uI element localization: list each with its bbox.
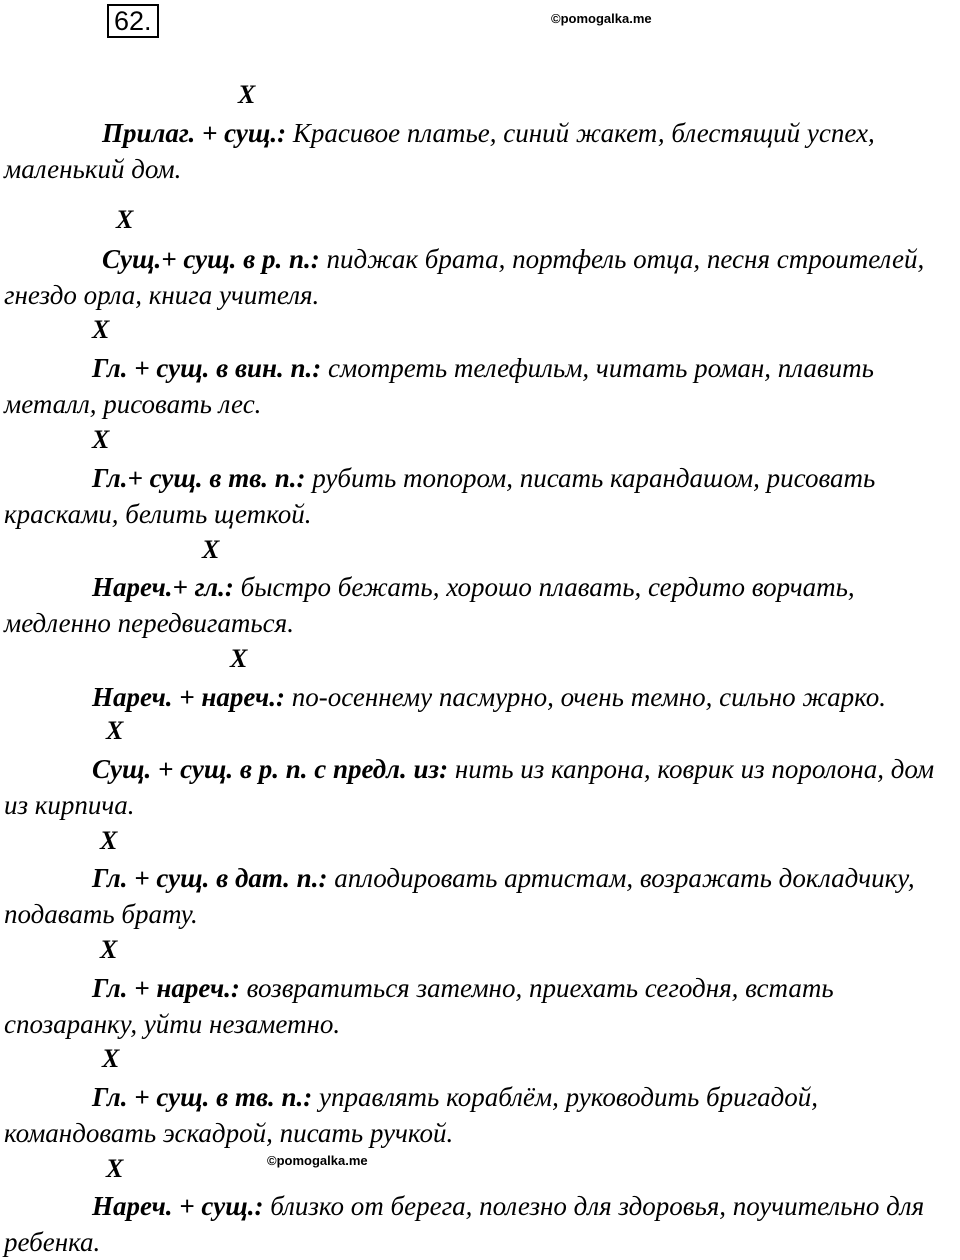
entry-text: по-осеннему пасмурно, очень темно, сильно жарко. — [284, 682, 886, 712]
entry-label: Сущ. + сущ. в р. п. с предл. из: — [92, 754, 449, 784]
dependency-marker: X — [106, 716, 124, 745]
entry-label: Нареч. + сущ.: — [92, 1191, 264, 1221]
dependency-marker: X — [100, 935, 118, 964]
entry-label: Нареч. + нареч.: — [92, 682, 285, 712]
entry-text: возвратиться затемно, приехать сегодня, встать спозаранку, уйти незаметно. — [4, 973, 834, 1039]
entry-label: Гл. + сущ. в дат. п.: — [92, 863, 328, 893]
phrase-entry-11 — [4, 1188, 959, 1260]
entry-label: Сущ.+ сущ. в р. п.: — [102, 244, 320, 274]
dependency-marker: X — [92, 315, 110, 344]
entry-label: Гл. + сущ. в тв. п.: — [92, 1082, 313, 1112]
entry-text: смотреть телефильм, читать роман, плавить металл, рисовать лес. — [4, 353, 874, 419]
phrase-entry-3 — [4, 350, 959, 422]
entry-text: управлять кораблём, руководить бригадой, командовать эскадрой, писать ручкой. — [4, 1082, 819, 1148]
entry-label: Гл. + нареч.: — [92, 973, 240, 1003]
entry-text: рубить топором, писать карандашом, рисовать красками, белить щеткой. — [4, 463, 876, 529]
phrase-entry-4 — [4, 460, 959, 532]
dependency-marker: X — [230, 644, 248, 673]
phrase-entry-2 — [4, 241, 959, 313]
entry-text: близко от берега, полезно для здоровья, поучительно для ребенка. — [4, 1191, 925, 1257]
entry-label: Нареч.+ гл.: — [92, 572, 234, 602]
phrase-entry-6 — [4, 679, 959, 715]
dependency-marker: X — [106, 1154, 124, 1183]
phrase-entry-10 — [4, 1079, 959, 1151]
phrase-entry-1 — [4, 115, 959, 187]
dependency-marker: X — [238, 80, 256, 109]
entry-text: нить из капрона, коврик из поролона, дом из кирпича. — [4, 754, 935, 820]
phrase-entry-9 — [4, 970, 959, 1042]
dependency-marker: X — [202, 535, 220, 564]
phrase-entry-8 — [4, 860, 959, 932]
entry-label: Гл. + сущ. в вин. п.: — [92, 353, 322, 383]
dependency-marker: X — [116, 205, 134, 234]
phrase-entry-7 — [4, 751, 959, 823]
dependency-marker: X — [92, 425, 110, 454]
entry-text: пиджак брата, портфель отца, песня строителей, гнездо орла, книга учителя. — [4, 244, 925, 310]
watermark-bottom: ©pomogalka.me — [267, 1153, 368, 1168]
entry-text: Красивое платье, синий жакет, блестящий успех, маленький дом. — [4, 118, 875, 184]
dependency-marker: X — [102, 1044, 120, 1073]
entry-label: Гл.+ сущ. в тв. п.: — [92, 463, 306, 493]
entry-text: быстро бежать, хорошо плавать, сердито ворчать, медленно передвигаться. — [4, 572, 855, 638]
entry-text: аплодировать артистам, возражать докладчику, подавать брату. — [4, 863, 915, 929]
entry-label: Прилаг. + сущ.: — [102, 118, 287, 148]
dependency-marker: X — [100, 826, 118, 855]
phrase-entry-5 — [4, 569, 959, 641]
watermark-top: ©pomogalka.me — [551, 11, 652, 26]
task-number: 62. — [107, 4, 159, 38]
